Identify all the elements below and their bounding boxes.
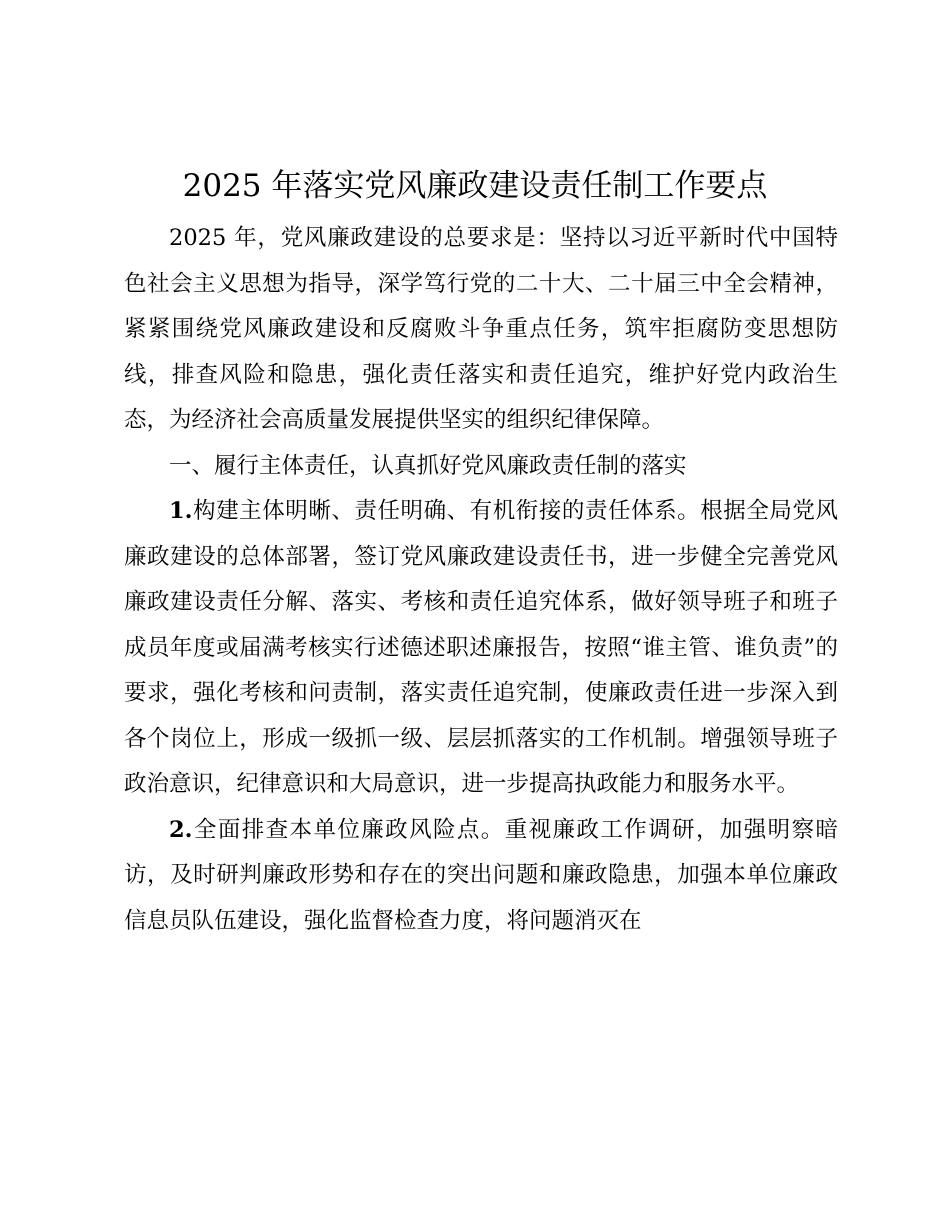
section-heading-1: [124, 444, 838, 490]
paragraph-text: 一、履行主体责任，认真抓好党风廉政责任制的落实: [169, 452, 687, 479]
paragraph-intro: [124, 216, 838, 444]
paragraph-number: 2.: [169, 816, 193, 843]
paragraph-text: 全面排查本单位廉政风险点。重视廉政工作调研，加强明察暗访，及时研判廉政形势和存在的突出问题和廉政隐患，加强本单位廉政信息员队伍建设，强化监督检查力度，将问题消灭在: [124, 816, 838, 934]
paragraph-number: 1.: [169, 498, 193, 524]
document-body: [124, 216, 838, 944]
paragraph-item-1: [124, 489, 838, 808]
paragraph-text: 构建主体明晰、责任明确、有机衔接的责任体系。根据全局党风廉政建设的总体部署，签订党风廉政建设责任书，进一步健全完善党风廉政建设责任分解、落实、考核和责任追究体系，做好领导班子和班子成员年度或届满考核实行述德述职述廉报告，按照“谁主管、谁负责”的要求，强化考核和问责制，落实责任追究制，使廉政责任进一步深入到各个岗位上，形成一级抓一级、层层抓落实的工作机制。增强领导班子政治意识，纪律意识和大局意识，进一步提高执政能力和服务水平。: [124, 498, 838, 797]
document-title: 2025 年落实党风廉政建设责任制工作要点: [182, 168, 768, 204]
paragraph-item-2: [124, 808, 838, 945]
paragraph-text: 2025 年，党风廉政建设的总要求是：坚持以习近平新时代中国特色社会主义思想为指导，深学笃行党的二十大、二十届三中全会精神，紧紧围绕党风廉政建设和反腐败斗争重点任务，筑牢拒腐防变思想防线，排查风险和隐患，强化责任落实和责任追究，维护好党内政治生态，为经济社会高质量发展提供坚实的组织纪律保障。: [124, 225, 838, 433]
